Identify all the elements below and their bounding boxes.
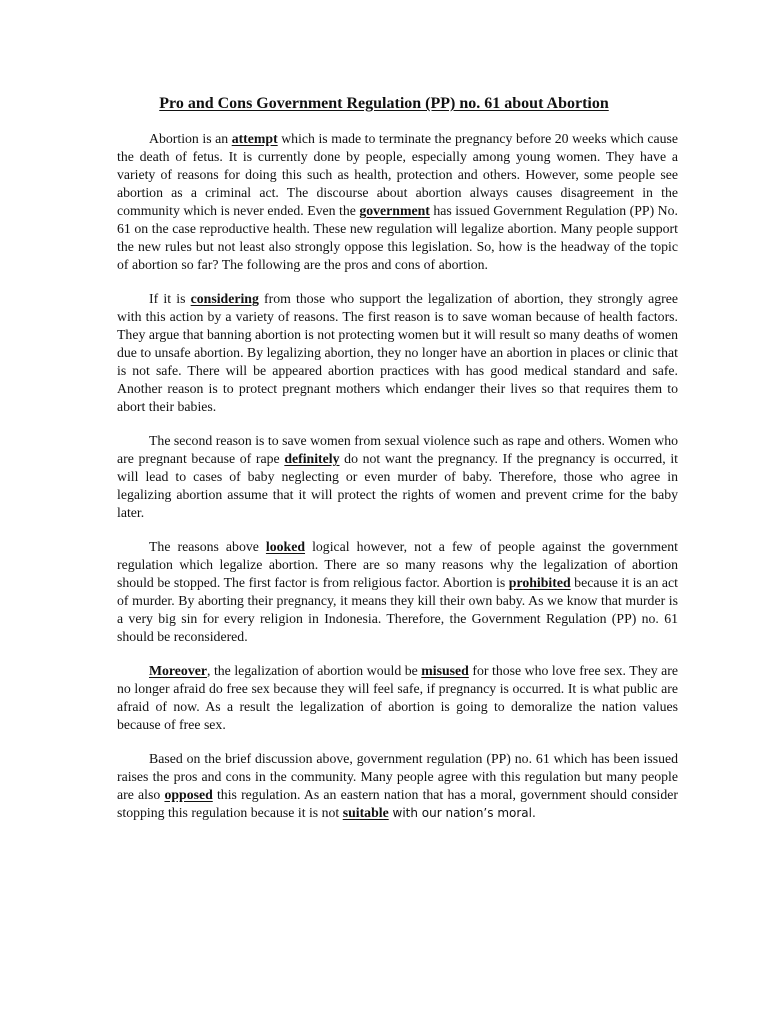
paragraph <box>117 130 678 274</box>
paragraph-text: , the legalization of abortion would be <box>206 663 422 678</box>
paragraph-text: has issued Government Regulation (PP) No. 61 on the case reproductive health. These new regulation will legalize abortion. Many people support the new rules but not least also strongly oppose this legislation. So, how is the headway of the topic of abortion so far? The following are the pros and cons of abortion. <box>117 203 678 272</box>
highlighted-keyword: considering <box>190 291 259 306</box>
paragraph <box>117 662 678 734</box>
paragraph-text: Abortion is an <box>149 131 232 146</box>
highlighted-keyword: government <box>359 203 430 218</box>
highlighted-keyword: prohibited <box>508 575 571 590</box>
document-body <box>117 130 678 838</box>
paragraph-text: with our nation’s moral. <box>388 806 536 820</box>
paragraph-text: do not want the pregnancy. If the pregnancy is occurred, it will lead to cases of baby neglecting or even murder of baby. Therefore, those who agree in legalizing abortion assume that it will protect the rights of women and prevent crime for the baby later. <box>117 451 678 520</box>
paragraph-text: which is made to terminate the pregnancy before 20 weeks which cause the death of fetus. It is currently done by people, especially among young women. They have a variety of reasons for doing this such as health, protection and others. However, some people see abortion as a criminal act. The discourse about abortion always causes disagreement in the community which is never ended. Even the <box>117 131 679 218</box>
paragraph <box>117 538 678 646</box>
paragraph-text: from those who support the legalization of abortion, they strongly agree with this action by a variety of reasons. The first reason is to save woman because of health factors. They argue that banning abortion is not protecting women but it will result so many deaths of women due to unsafe abortion. By legalizing abortion, they no longer have an abortion in places or clinic that is not safe. There will be appeared abortion practices with has good medical standard and safe. Another reason is to protect pregnant mothers which endanger their lives so that requires them to abort their babies. <box>117 291 678 414</box>
paragraph-text: this regulation. As an eastern nation that has a moral, government should consider stopping this regulation because it is not <box>117 787 678 820</box>
paragraph-text: The second reason is to save women from sexual violence such as rape and others. Women who are pregnant because of rape <box>117 433 678 466</box>
highlighted-keyword: Moreover <box>149 663 207 678</box>
paragraph <box>117 290 678 416</box>
highlighted-keyword: attempt <box>231 131 278 146</box>
paragraph <box>117 432 678 522</box>
paragraph <box>117 750 678 822</box>
paragraph-text: logical however, not a few of people against the government regulation which legalize abortion. There are so many reasons why the legalization of abortion should be stopped. The first factor is from religious factor. Abortion is <box>117 539 678 590</box>
highlighted-keyword: misused <box>421 663 469 678</box>
paragraph-text: because it is an act of murder. By aborting their pregnancy, it means they kill their own baby. As we know that murder is a very big sin for every religion in Indonesia. Therefore, the Government Regulation (PP) no. 61 should be reconsidered. <box>117 575 678 644</box>
highlighted-keyword: definitely <box>284 451 340 466</box>
highlighted-keyword: opposed <box>164 787 213 802</box>
highlighted-keyword: looked <box>265 539 306 554</box>
paragraph-text: Based on the brief discussion above, government regulation (PP) no. 61 which has been issued raises the pros and cons in the community. Many people agree with this regulation but many people are also <box>117 751 678 802</box>
paragraph-text: If it is <box>149 291 191 306</box>
paragraph-text: The reasons above <box>149 539 266 554</box>
document-title: Pro and Cons Government Regulation (PP) no. 61 about Abortion <box>159 95 609 112</box>
paragraph-text: for those who love free sex. They are no longer afraid do free sex because they will feel safe, if pregnancy is occurred. It is what public are afraid of now. As a result the legalization of abortion is going to demoralize the nation values because of free sex. <box>117 663 678 732</box>
highlighted-keyword: suitable <box>342 805 389 820</box>
